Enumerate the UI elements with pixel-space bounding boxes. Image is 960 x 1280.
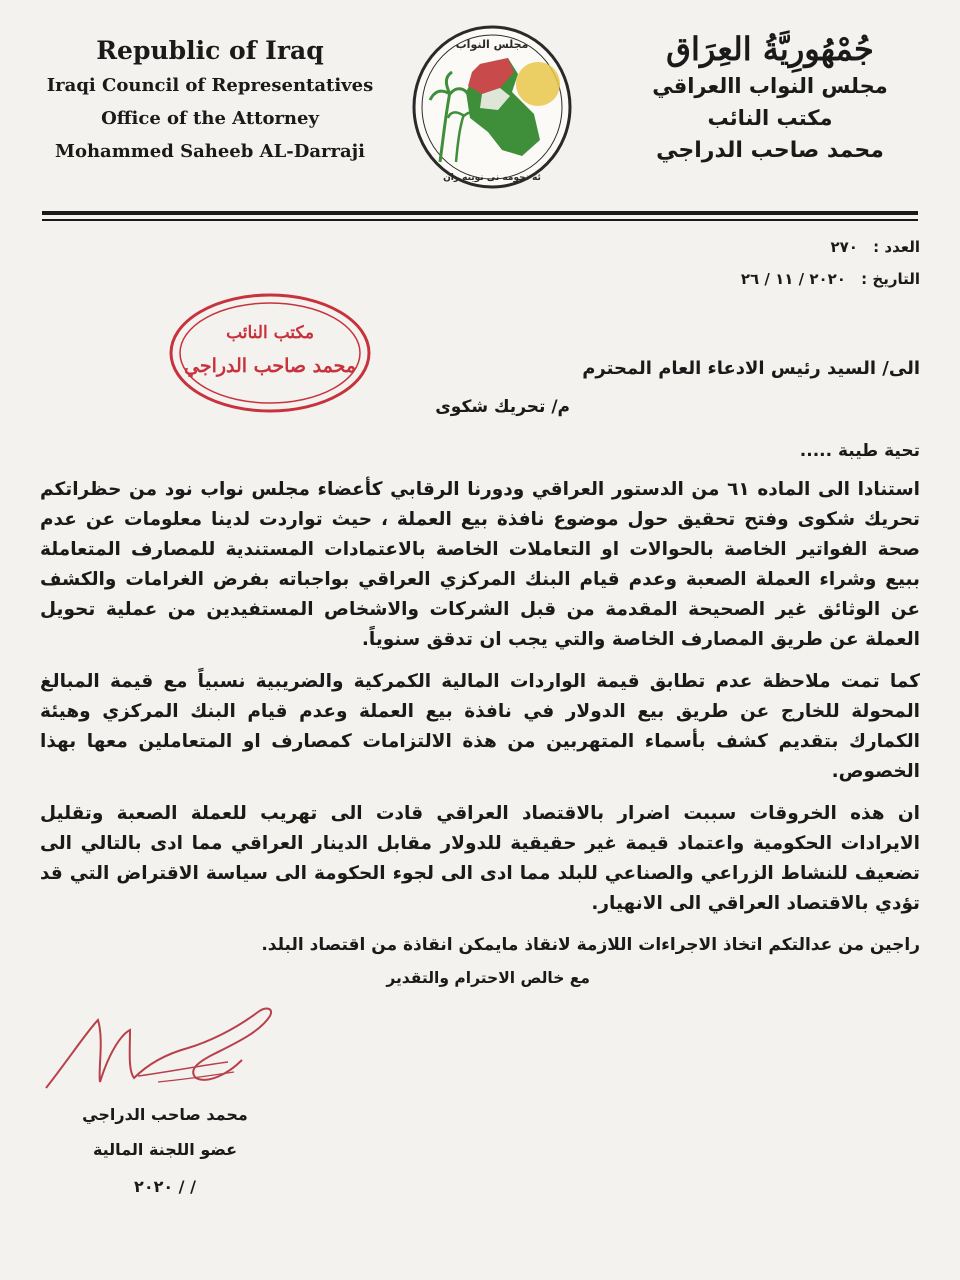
closing-request: راجين من عدالتكم اتخاذ الاجراءات اللازمة لانقاذ مايمكن انقاذة من اقتصاد البلد.	[261, 935, 920, 955]
reference-date	[741, 270, 920, 288]
signoff-name: محمد صاحب الدراجي	[82, 1105, 248, 1124]
logo-top-text: مجلس النواب	[455, 38, 529, 51]
recipient-line: الى/ السيد رئيس الادعاء العام المحترم	[582, 358, 920, 379]
signoff-title: عضو اللجنة المالية	[92, 1140, 238, 1159]
paragraph-3: ان هذه الخروقات سببت اضرار بالاقتصاد العراقي قادت الى تهريب للعملة الصعبة وتقليل الايرادات الحكومية واعتماد قيمة غير حقيقية للدولار مقابل الدينار العراقي مما ادى بالتالي الى تضعيف للنشاط الزراعي والصناعي للبلد مما ادى الى لجوء الحكومة الى سياسة الاقتراض التي قد تؤدي بالاقتصاد العراقي الى الانهيار.	[40, 803, 920, 914]
reference-date-value: ٢٠٢٠ / ١١ / ٢٦	[740, 270, 846, 288]
paragraph-1: استنادا الى الماده ٦١ من الدستور العراقي ودورنا الرقابي كأعضاء مجلس نواب نود من حظراتكم تحريك شكوى وفتح تحقيق حول موضوع نافذة بيع العملة ، حيث تواردت لدينا معلومات عن عدم صحة الفواتير الخاصة بالحوالات او التعاملات الخاصة بالاعتمادات المستندية للمصارف المتعاملة ببيع وشراء العملة الصعبة وعدم قيام البنك المركزي العراقي بواجباته بفرض الغرامات والكشف عن الوثائق غير الصحيحة المقدمة من قبل الشركات والاشخاص المستفيدين من عملية تحويل العملة عن طريق المصارف الخاصة والتي يجب ان تدقق سنوياً.	[40, 479, 920, 650]
letter-body	[40, 358, 920, 987]
reference-date-label: التاريخ :	[861, 270, 920, 288]
handwritten-signature	[38, 990, 288, 1100]
header-en-council: Iraqi Council of Representatives	[46, 75, 374, 96]
reference-number	[741, 238, 920, 256]
signoff-date: ٢٠٢٠ / /	[134, 1177, 196, 1196]
stamp-bottom-text: محمد صاحب الدراجي	[183, 355, 357, 377]
header-english	[40, 36, 380, 162]
subject-line: م/ تحريك شكوى	[435, 397, 570, 417]
header-ar-country: جُمْهُورِيَّةُ العِرَاق	[666, 30, 874, 68]
header-arabic	[620, 30, 920, 163]
header-en-name: Mohammed Saheeb AL-Darraji	[55, 141, 365, 162]
header-ar-name: محمد صاحب الدراجي	[656, 138, 884, 163]
council-logo	[410, 22, 575, 192]
header-en-office: Office of the Attorney	[101, 108, 319, 129]
reference-number-value: ٢٧٠	[830, 238, 858, 256]
regards-line: مع خالص الاحترام والتقدير	[386, 969, 590, 987]
header-ar-council: مجلس النواب االعراقي	[652, 74, 888, 98]
header-en-country: Republic of Iraq	[96, 36, 324, 65]
header-divider-thin	[42, 219, 918, 221]
header-divider-thick	[42, 211, 918, 215]
greeting: تحية طيبة .....	[799, 441, 920, 461]
header-ar-office: مكتب النائب	[707, 106, 833, 130]
reference-block	[741, 238, 920, 302]
reference-number-label: العدد :	[873, 238, 920, 256]
paragraph-2: كما تمت ملاحظة عدم تطابق قيمة الواردات المالية الكمركية والضريبية نسبياً مع قيمة المبالغ المحولة للخارج عن طريق بيع الدولار في نافذة بيع العملة وعدم قيام البنك المركزي وهيئة الكمارك بتقديم كشف بأسماء المتهربين من هذة الالتزامات كمصارف او المتعاملين معها بهذا الخصوص.	[40, 671, 920, 782]
signoff-block	[60, 1105, 270, 1196]
logo-bottom-text: ئه نجومه نى نوينه ران	[443, 173, 541, 183]
stamp-top-text: مكتب النائب	[226, 323, 314, 343]
